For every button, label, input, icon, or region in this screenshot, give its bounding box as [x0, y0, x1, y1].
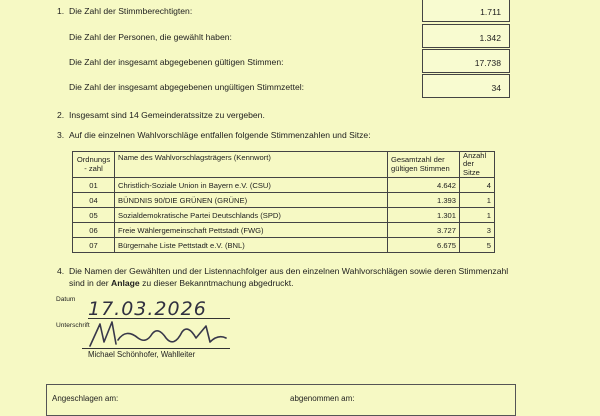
section3-number: 3. [57, 130, 65, 140]
header-sitze: Anzahl der Sitze [460, 152, 495, 178]
row-name: Christlich-Soziale Union in Bayern e.V. (CSU) [115, 178, 388, 193]
row-votes: 1.393 [388, 193, 460, 208]
row-name: Bürgernahe Liste Pettstadt e.V. (BNL) [115, 238, 388, 253]
row-seats: 5 [460, 238, 495, 253]
gueltige-stimmen-label: Die Zahl der insgesamt abgegebenen gültigen Stimmen: [69, 57, 284, 67]
row-votes: 6.675 [388, 238, 460, 253]
row-votes: 1.301 [388, 208, 460, 223]
date-label: Datum [56, 296, 76, 303]
waehler-label: Die Zahl der Personen, die gewählt haben: [69, 32, 232, 42]
table-row [73, 223, 495, 238]
footer-abgenommen: abgenommen am: [290, 394, 355, 403]
date-handwritten: 17.03.2026 [88, 298, 207, 320]
stimmberechtigte-label: Die Zahl der Stimmberechtigten: [69, 6, 193, 16]
signer-name: Michael Schönhofer, Wahlleiter [88, 350, 196, 359]
anlage-line2-pre: sind in der [69, 278, 112, 288]
anlage-line2-post: zu dieser Bekanntmachung abgedruckt. [139, 278, 294, 288]
gueltige-stimmen-value: 17.738 [422, 49, 510, 73]
table-row [73, 208, 495, 223]
section4-number: 4. [57, 266, 65, 276]
footer-angeschlagen: Angeschlagen am: [52, 394, 119, 403]
table-header-row [73, 152, 495, 178]
row-name: Freie Wählergemeinschaft Pettstadt (FWG) [115, 223, 388, 238]
stimmberechtigte-value: 1.711 [422, 0, 510, 22]
row-code: 04 [73, 193, 115, 208]
row-code: 07 [73, 238, 115, 253]
table-row [73, 238, 495, 253]
row-code: 01 [73, 178, 115, 193]
row-votes: 4.642 [388, 178, 460, 193]
sitze-text: Insgesamt sind 14 Gemeinderatssitze zu vergeben. [69, 110, 265, 120]
wahlvorschlaege-text: Auf die einzelnen Wahlvorschläge entfallen folgende Stimmenzahlen und Sitze: [69, 130, 371, 140]
header-name: Name des Wahlvorschlagsträgers (Kennwort) [115, 152, 388, 178]
section2-number: 2. [57, 110, 65, 120]
anlage-bold: Anlage [111, 278, 140, 288]
row-seats: 1 [460, 193, 495, 208]
row-seats: 4 [460, 178, 495, 193]
signature-label: Unterschrift [56, 322, 90, 329]
anlage-line1: Die Namen der Gewählten und der Listennachfolger aus den einzelnen Wahlvorschlägen sowie deren Stimmenzahl [69, 266, 509, 276]
anlage-line2 [69, 279, 294, 288]
header-ordnungszahl: Ordnungs - zahl [73, 152, 115, 178]
row-name: BÜNDNIS 90/DIE GRÜNEN (GRÜNE) [115, 193, 388, 208]
signature-line [82, 348, 230, 349]
table-row [73, 178, 495, 193]
waehler-value: 1.342 [422, 24, 510, 48]
row-seats: 1 [460, 208, 495, 223]
section1-number: 1. [57, 6, 65, 16]
table-row [73, 193, 495, 208]
header-stimmen: Gesamtzahl der gültigen Stimmen [388, 152, 460, 178]
ungueltige-stimmzettel-value: 34 [422, 74, 510, 98]
ungueltige-stimmzettel-label: Die Zahl der insgesamt abgegebenen ungültigen Stimmzettel: [69, 82, 305, 92]
row-name: Sozialdemokratische Partei Deutschlands (SPD) [115, 208, 388, 223]
row-code: 05 [73, 208, 115, 223]
row-code: 06 [73, 223, 115, 238]
row-seats: 3 [460, 223, 495, 238]
results-table [72, 151, 495, 253]
handwritten-signature [78, 316, 238, 352]
row-votes: 3.727 [388, 223, 460, 238]
